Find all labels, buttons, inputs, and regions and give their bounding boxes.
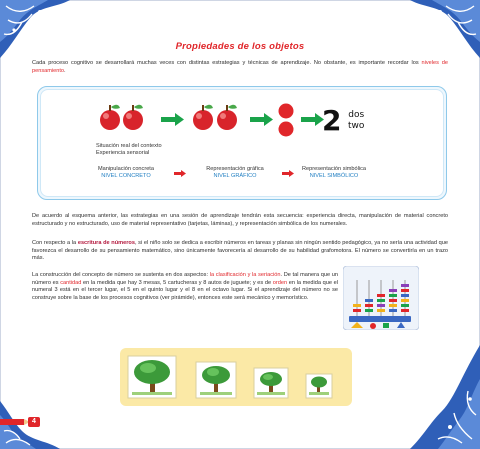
arrow-2-icon — [250, 113, 273, 126]
concept-start: La construcción del concepto de número se sustenta en dos aspectos: — [32, 272, 210, 278]
concept-word-cantidad: cantidad — [60, 279, 82, 286]
number-words — [348, 110, 364, 132]
apples-real-icon — [100, 105, 143, 130]
caption-experiencia: Experiencia sensorial — [96, 150, 150, 157]
intro-highlight: niveles de pensamiento — [32, 60, 448, 74]
intro-text: Cada proceso cognitivo se desarrollará muchas veces con distintas estrategias y técnicas de aprendizaje. No obstante, es importante recordar los — [32, 60, 422, 66]
stacking-toy-illustration — [343, 266, 419, 330]
tree-sequence-illustration — [120, 348, 352, 406]
concept-mid1: . De tal manera que un número es — [32, 272, 339, 286]
paragraph-sequence: De acuerdo al esquema anterior, las estrategias en una sesión de aprendizaje tendrán esta secuencia: experiencia directa, manipulación de material concreto estructurado y no estructurado, uso de material representativo (tarjetas, láminas), y representación simbólica de los numerales. — [32, 213, 448, 227]
arrow-1-icon — [161, 113, 184, 126]
red-dots-icon — [279, 104, 294, 137]
writing-start: Con respecto a la — [32, 240, 78, 246]
word-dos: dos — [348, 110, 365, 120]
writing-end: , si el niño solo se dedica a escribir números en tareas y planas sin ningún sentido pedagógico, ya no sería una actividad que favorezca el desarrollo de su pensamiento matemático, sino únicamente favorecería al desarrollo de su habilidad grafomotora. El número se convertiría en un trazo más. — [32, 240, 448, 262]
scheme-illustration — [40, 90, 444, 150]
arrow-3-icon — [301, 113, 324, 126]
concept-end: en la medida que el numeral 3 está en el tercer lugar, el 5 en el quinto lugar y el 8 en el octavo lugar. Si el aprendizaje del número no se construye sobre la base de los procesos cognitivos (ver pirámide), entonces este será mecánico y memorístico. — [32, 279, 338, 301]
scheme-caption — [96, 143, 162, 157]
step-concrete-label: Manipulación concreta — [98, 166, 154, 172]
step-concrete — [86, 166, 166, 180]
word-two: two — [348, 121, 365, 131]
paragraph-number-concept — [32, 272, 338, 302]
decorative-corner-bottom-right — [400, 335, 480, 449]
concept-word-orden: orden — [272, 279, 288, 286]
step-symbolic-label: Representación simbólica — [301, 166, 367, 172]
paragraph-writing — [32, 240, 448, 263]
small-arrow-1-icon — [174, 170, 186, 177]
step-symbolic — [286, 166, 382, 180]
pencil-icon — [0, 418, 30, 426]
page-number: 4 — [28, 417, 40, 427]
numeral-two: 2 — [322, 104, 342, 137]
apples-graphic-icon — [193, 105, 237, 130]
concept-highlight: la clasificación y la seriación — [209, 272, 281, 278]
step-graphic — [190, 166, 280, 180]
caption-situacion: Situación real del contexto — [96, 143, 162, 149]
step-graphic-label: Representación gráfica — [206, 166, 264, 172]
writing-highlight: escritura de números — [77, 240, 135, 246]
step-graphic-level: NIVEL GRÁFICO — [213, 173, 257, 180]
concept-mid2: en la medida que hay 3 mesas, 5 cartucheras y 8 autos de juguete; y es de — [81, 279, 273, 286]
step-concrete-level: NIVEL CONCRETO — [101, 173, 151, 180]
intro-paragraph — [32, 60, 448, 75]
intro-end: . — [64, 67, 66, 74]
step-symbolic-level: NIVEL SIMBÓLICO — [309, 173, 359, 180]
page-title: Propiedades de los objetos — [175, 41, 305, 52]
